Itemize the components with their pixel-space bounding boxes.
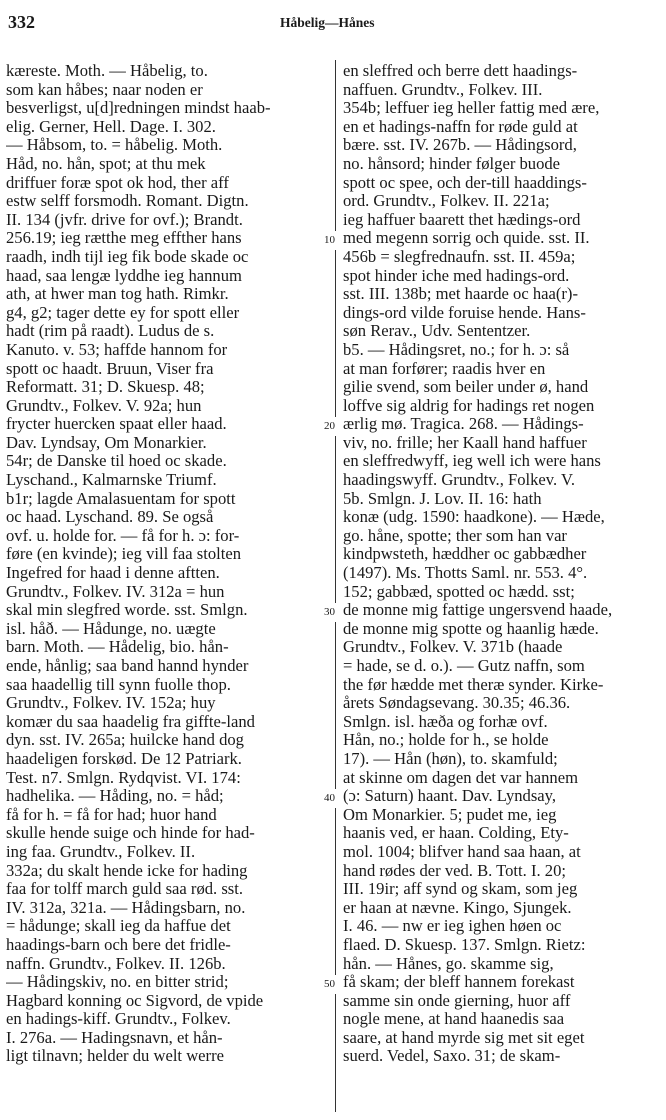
right-column-line: bære. sst. IV. 267b. — Hådingsord, <box>343 136 577 155</box>
right-column-line: viv, no. frille; her Kaall hand haffuer <box>343 433 587 452</box>
right-column-line: sst. III. 138b; met haarde oc haa(r)- <box>343 285 578 304</box>
right-column-line: med megenn sorrig och quide. sst. II. <box>343 229 590 248</box>
left-column-line: Ingefred for haad i denne aftten. <box>6 564 220 583</box>
right-column-line: III. 19ir; aff synd og skam, som jeg <box>343 880 578 899</box>
right-column-line: ærlig mø. Tragica. 268. — Hådings- <box>343 415 584 434</box>
right-column-line: kindpwsteth, hæddher oc gabbædher <box>343 545 587 564</box>
right-column-line: samme sin onde gierning, huor aff <box>343 991 571 1010</box>
right-column-line: = hade, se d. o.). — Gutz naffn, som <box>343 657 585 675</box>
right-column-line: Hån, no.; holde for h., se holde <box>343 731 549 750</box>
right-column-line: 152; gabbæd, spotted oc hædd. sst; <box>343 582 575 601</box>
left-column-line: Håd, no. hån, spot; at thu mek <box>6 154 206 173</box>
left-column-line: Test. n7. Smlgn. Rydqvist. VI. 174: <box>6 768 241 787</box>
left-column-line: Reformatt. 31; D. Skuesp. 48; <box>6 378 205 397</box>
left-column-line: ovf. u. holde for. — få for h. ɔ: for- <box>6 526 240 545</box>
left-column-line: faa for tolff march guld saa rød. sst. <box>6 880 244 899</box>
right-column-line: flaed. D. Skuesp. 137. Smlgn. Rietz: <box>343 935 586 954</box>
running-head: Håbelig—Hånes <box>280 15 375 30</box>
right-column-line: spott oc spee, och der-till haaddings- <box>343 173 587 192</box>
left-column-line: spott oc haadt. Bruun, Viser fra <box>6 359 214 378</box>
left-column-line: = hådunge; skall ieg da haffue det <box>6 917 231 936</box>
right-column-line: søn Rerav., Udv. Sententzer. <box>343 322 531 341</box>
right-column-line: at skinne om dagen det var hannem <box>343 768 579 787</box>
left-column-line: som kan håbes; naar noden er <box>6 80 203 99</box>
left-column-line: 332a; du skalt hende icke for hading <box>6 861 248 880</box>
right-column-line: (1497). Ms. Thotts Saml. nr. 553. 4°. <box>343 564 588 583</box>
left-column-line: barn. Moth. — Hådelig, bio. hån- <box>6 638 229 657</box>
right-column <box>343 62 661 1066</box>
left-column-line: haadeligen forskød. De 12 Patriark. <box>6 749 242 768</box>
right-column-line: årets Søndagsevang. 30.35; 46.36. <box>343 694 571 713</box>
left-column-line: besverligst, u[d]redningen mindst haab- <box>6 99 271 118</box>
left-column-line: Dav. Lyndsay, Om Monarkier. <box>6 433 207 452</box>
right-column-line: gilie svend, som beiler under ø, hand <box>343 378 589 397</box>
left-column-line: IV. 312a, 321a. — Hådingsbarn, no. <box>6 898 246 917</box>
right-column-line: spot hinder iche med hadings-ord. <box>343 266 570 285</box>
left-column-line: raadh, indh tijl ieg fik bode skade oc <box>6 247 249 266</box>
right-column-line: dings-ord vilde foruise hende. Hans- <box>343 303 586 322</box>
left-column-line: hadt (rim på raadt). Ludus de s. <box>6 322 215 341</box>
left-column-line: skal min slegfred worde. sst. Smlgn. <box>6 601 248 620</box>
page-header <box>0 12 666 42</box>
left-column-line: oc haad. Lyschand. 89. Se også <box>6 508 214 527</box>
right-column-line: mol. 1004; blifver hand saa haan, at <box>343 842 581 861</box>
right-column-line: få skam; der bleff hannem forekast <box>343 973 575 992</box>
right-column-line: Smlgn. isl. hæða og forhæ ovf. <box>343 712 548 731</box>
left-column-line: ende, hånlig; saa band hannd hynder <box>6 657 249 675</box>
left-column-line: dyn. sst. IV. 265a; huilcke hand dog <box>6 731 244 750</box>
left-column-line: II. 134 (jvfr. drive for ovf.); Brandt. <box>6 210 243 229</box>
page-number: 332 <box>8 12 35 32</box>
left-column-line: b1r; lagde Amalasuentam for spott <box>6 489 236 508</box>
line-number: 30 <box>324 603 336 622</box>
right-column-line: de monne mig fattige ungersvend haade, <box>343 601 613 620</box>
line-number: 40 <box>324 789 336 808</box>
left-column-line: føre (en kvinde); ieg vill faa stolten <box>6 545 241 564</box>
right-column-line: haadingswyff. Grundtv., Folkev. V. <box>343 471 575 490</box>
right-column-line: ieg haffuer baarett thet hædings-ord <box>343 210 581 229</box>
left-column-line: ing faa. Grundtv., Folkev. II. <box>6 842 196 861</box>
right-column-line: 17). — Hån (høn), to. skamfuld; <box>343 749 558 768</box>
right-column-line: ord. Grundtv., Folkev. II. 221a; <box>343 192 550 211</box>
left-column-line: få for h. = få for had; huor hand <box>6 805 217 824</box>
right-column-line: at man forfører; raadis hver en <box>343 359 546 378</box>
right-column-line: konæ (udg. 1590: haadkone). — Hæde, <box>343 508 605 527</box>
left-column-line: Grundtv., Folkev. IV. 312a = hun <box>6 582 225 601</box>
left-column-line: kæreste. Moth. — Håbelig, to. <box>6 62 208 80</box>
right-column-line: no. hånsord; hinder følger buode <box>343 154 561 173</box>
right-column-line: 456b = slegfrednaufn. sst. II. 459a; <box>343 247 576 266</box>
right-column-line: the før hædde met theræ synder. Kirke- <box>343 675 604 694</box>
left-column-line: I. 276a. — Hadingsnavn, et hån- <box>6 1028 223 1047</box>
right-column-line: I. 46. — nw er ieg ighen høen oc <box>343 917 562 936</box>
left-column-line: haad, saa lengæ lyddhe ieg hannum <box>6 266 242 285</box>
left-column-line: 256.19; ieg rætthe meg effther hans <box>6 229 242 248</box>
right-column-line: 354b; leffuer ieg heller fattig med ære, <box>343 99 600 118</box>
left-column-line: 54r; de Danske til hoed oc skade. <box>6 452 227 471</box>
left-column-line: Grundtv., Folkev. IV. 152a; huy <box>6 694 216 713</box>
right-column-line: loffve sig aldrig for hadings ret nogen <box>343 396 595 415</box>
left-column-line: hadhelika. — Håding, no. = håd; <box>6 787 224 806</box>
left-column-line: komær du saa haadelig fra giffte-land <box>6 712 255 731</box>
left-column-line: driffuer foræ spot ok hod, ther aff <box>6 173 229 192</box>
right-column-line: en et hadings-naffn for røde guld at <box>343 117 578 136</box>
left-column <box>6 62 328 1066</box>
right-column-line: er haan at nævne. Kingo, Sjungek. <box>343 898 572 917</box>
column-divider <box>335 60 336 1112</box>
right-column-line: Grundtv., Folkev. V. 371b (haade <box>343 638 563 657</box>
line-number: 20 <box>324 417 336 436</box>
left-column-line: — Håbsom, to. = håbelig. Moth. <box>6 136 223 155</box>
left-column-line: Grundtv., Folkev. V. 92a; hun <box>6 396 202 415</box>
left-column-line: en hadings-kiff. Grundtv., Folkev. <box>6 1010 231 1029</box>
right-column-line: nogle mene, at hand haanedis saa <box>343 1010 565 1029</box>
left-column-line: Kanuto. v. 53; haffde hannom for <box>6 340 228 359</box>
right-column-line: en sleffred och berre dett haadings- <box>343 62 578 80</box>
left-column-line: saa haadellig till synn fuolle thop. <box>6 675 231 694</box>
left-column-line: haadings-barn och bere det fridle- <box>6 935 231 954</box>
right-column-line: naffuen. Grundtv., Folkev. III. <box>343 80 543 99</box>
left-column-line: Lyschand., Kalmarnske Triumf. <box>6 471 217 490</box>
line-number: 10 <box>324 231 336 250</box>
left-column-line: — Hådingskiv, no. en bitter strid; <box>6 973 229 992</box>
right-column-line: 5b. Smlgn. J. Lov. II. 16: hath <box>343 489 542 508</box>
left-column-line: frycter huercken spaat eller haad. <box>6 415 227 434</box>
left-column-line: Hagbard konning oc Sigvord, de vpide <box>6 991 264 1010</box>
right-column-line: saare, at hand myrde sig met sit eget <box>343 1028 585 1047</box>
line-number: 50 <box>324 975 336 994</box>
right-column-line: suerd. Vedel, Saxo. 31; de skam- <box>343 1047 561 1066</box>
left-column-line: isl. håð. — Hådunge, no. uægte <box>6 619 216 638</box>
left-column-line: estw selff forsmodh. Romant. Digtn. <box>6 192 249 211</box>
right-column-line: Om Monarkier. 5; pudet me, ieg <box>343 805 557 824</box>
left-column-line: elig. Gerner, Hell. Dage. I. 302. <box>6 117 216 136</box>
left-column-line: naffn. Grundtv., Folkev. II. 126b. <box>6 954 226 973</box>
right-column-line: haanis ved, er haan. Colding, Ety- <box>343 824 569 843</box>
right-column-line: de monne mig spotte og haanlig hæde. <box>343 619 599 638</box>
right-column-line: hand rødes der ved. B. Tott. I. 20; <box>343 861 566 880</box>
left-column-line: skulle hende suige och hinde for had- <box>6 824 255 843</box>
right-column-line: go. håne, spotte; ther som han var <box>343 526 567 545</box>
left-column-line: ath, at hwer man tog hath. Rimkr. <box>6 285 229 304</box>
right-column-line: en sleffredwyff, ieg well ich were hans <box>343 452 601 471</box>
right-column-line: hån. — Hånes, go. skamme sig, <box>343 954 554 973</box>
right-column-line: b5. — Hådingsret, no.; for h. ɔ: så <box>343 340 570 359</box>
right-column-line: (ɔ: Saturn) haant. Dav. Lyndsay, <box>343 787 557 806</box>
left-column-line: ligt tilnavn; helder du welt werre <box>6 1047 224 1066</box>
left-column-line: g4, g2; tager dette ey for spott eller <box>6 303 240 322</box>
